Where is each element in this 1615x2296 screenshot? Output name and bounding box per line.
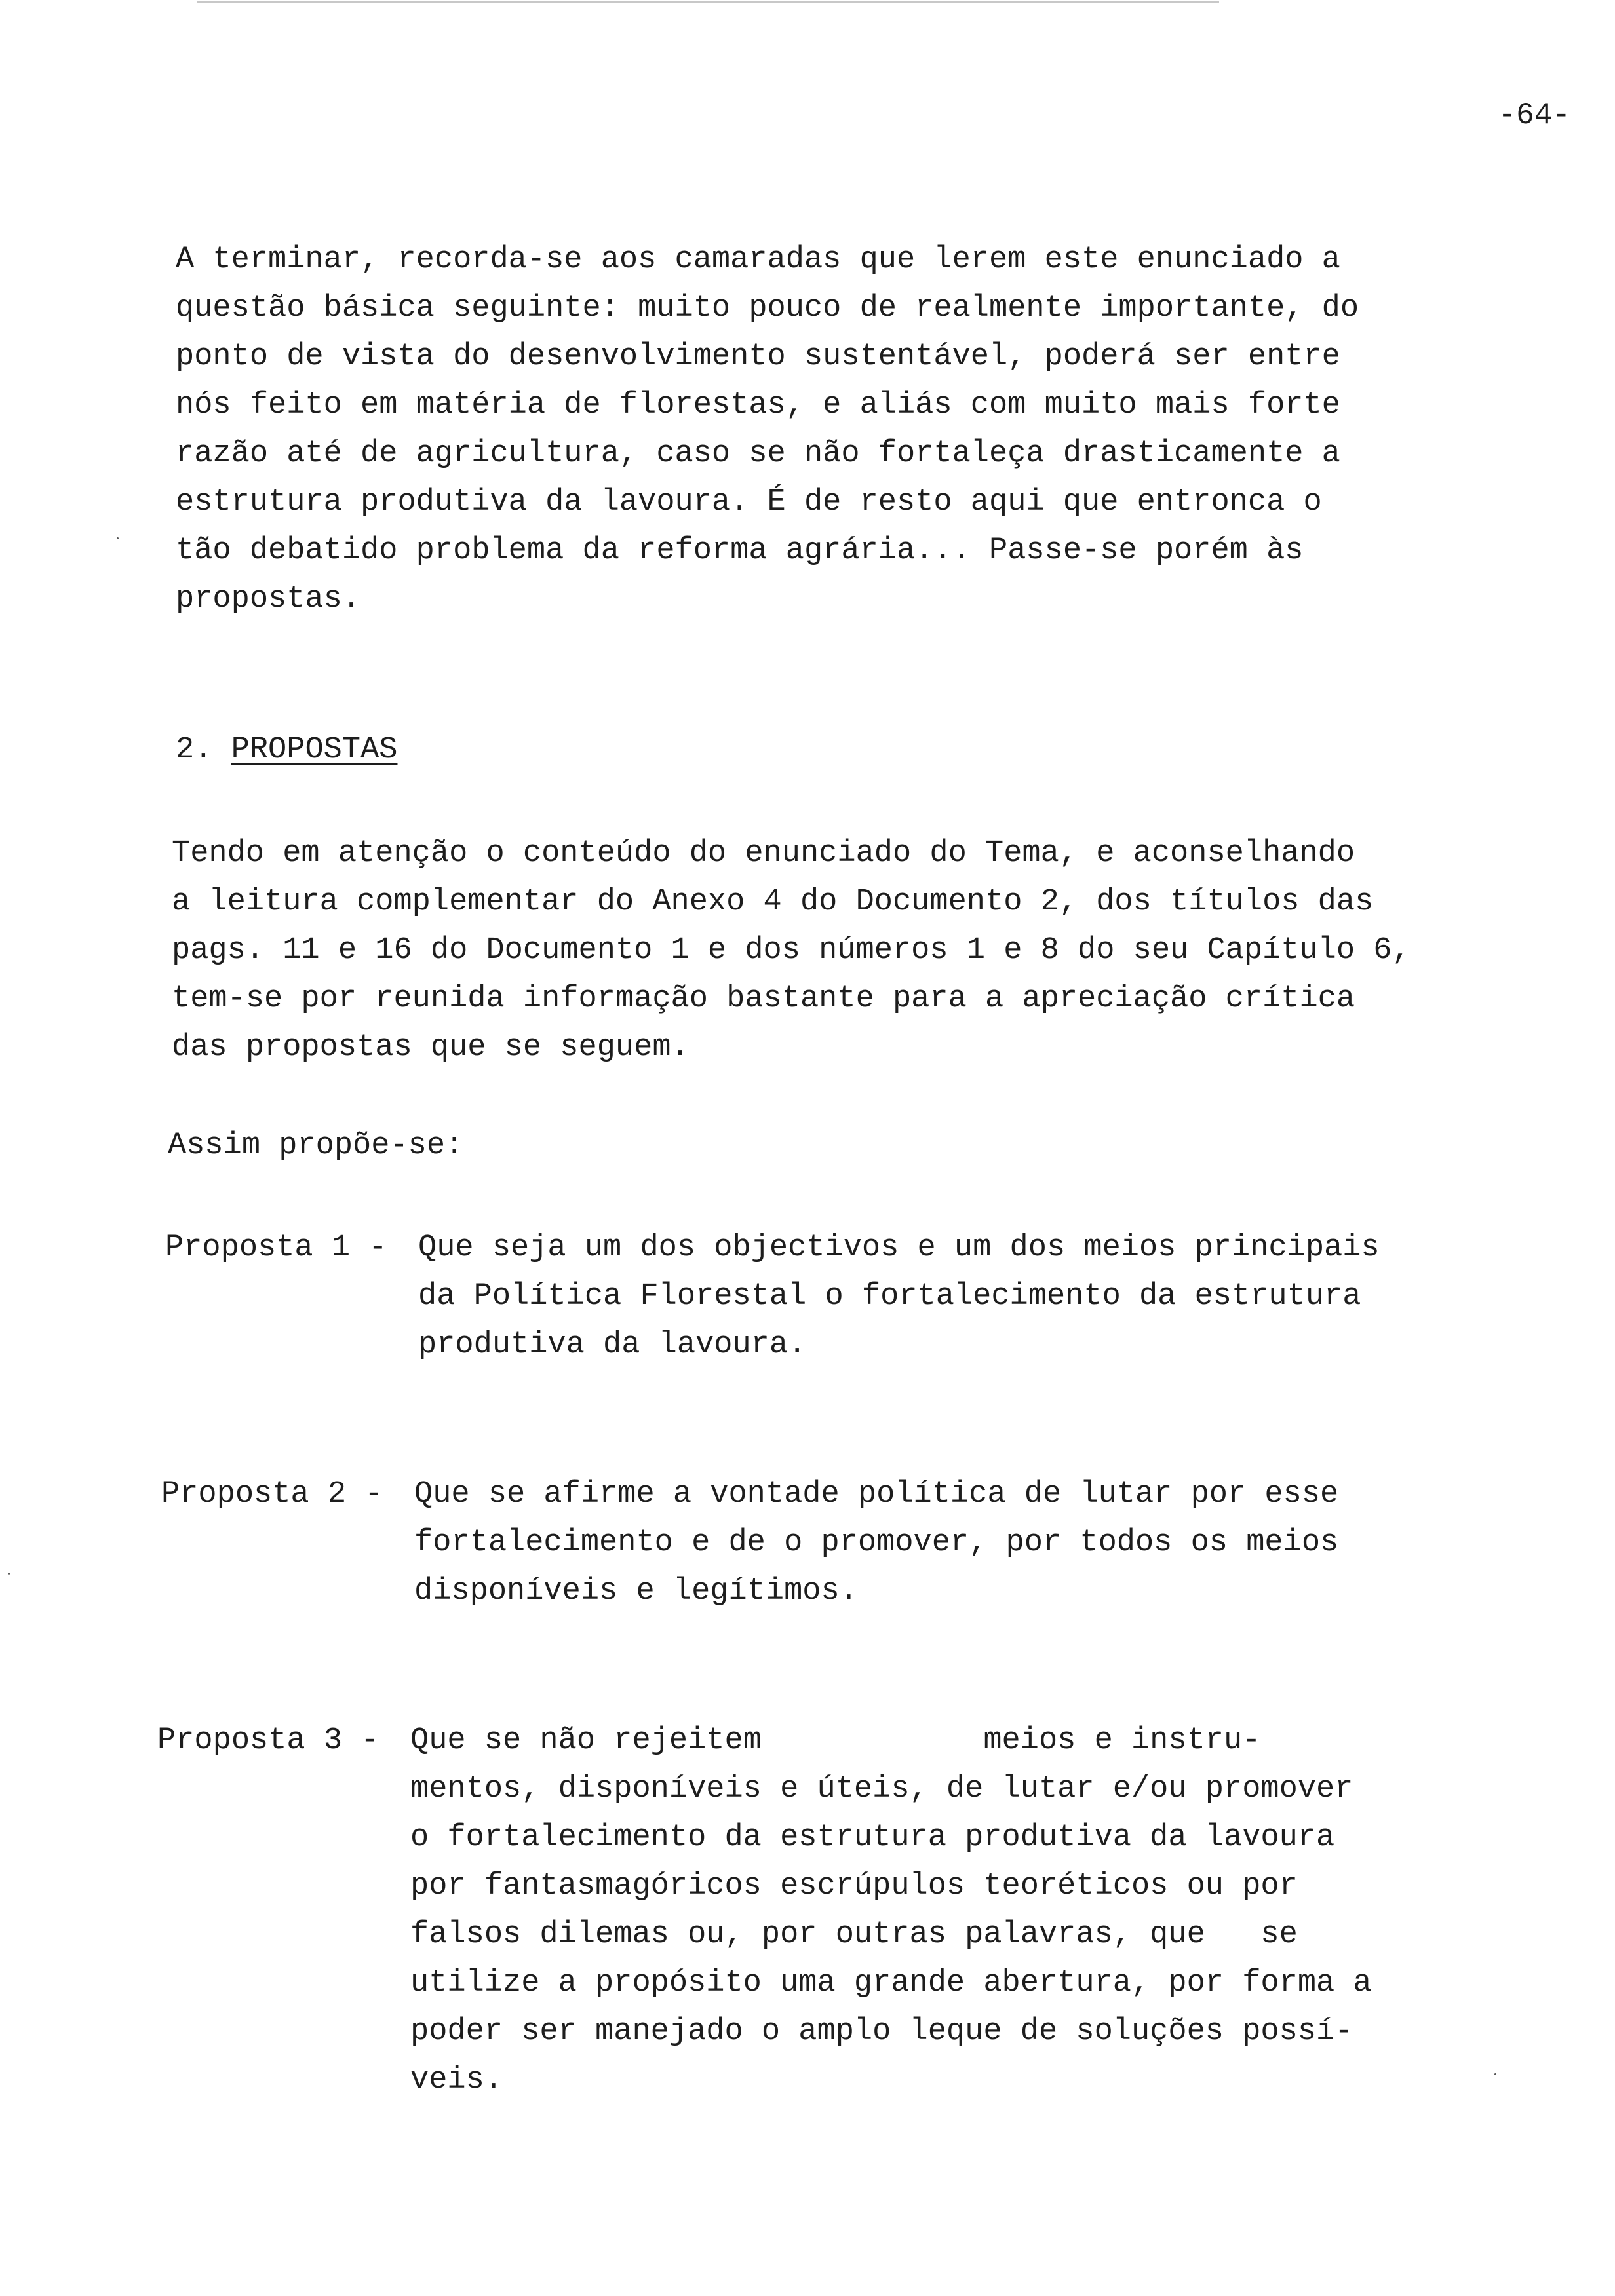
proposal-line: produtiva da lavoura.: [418, 1328, 807, 1362]
context-line: Tendo em atenção o conteúdo do enunciado do Tema, e aconselhando: [172, 836, 1355, 871]
proposal-line: Que se não rejeitem meios e instru-: [410, 1723, 1261, 1758]
section-number: 2.: [176, 733, 213, 767]
page-number: -64-: [1498, 98, 1570, 132]
proposal-label: Proposta 3 -: [157, 1723, 379, 1758]
proposal-line: Que se afirme a vontade política de lutar por esse: [414, 1477, 1339, 1512]
proposal-line: falsos dilemas ou, por outras palavras, que se: [410, 1917, 1298, 1952]
proposal-line: poder ser manejado o amplo leque de soluções possí-: [410, 2014, 1353, 2049]
intro-line: propostas.: [176, 582, 361, 617]
proposal-line: Que seja um dos objectivos e um dos meios principais: [418, 1231, 1380, 1265]
intro-line: razão até de agricultura, caso se não fortaleça drasticamente a: [176, 436, 1340, 471]
proposal-line: da Política Florestal o fortalecimento da estrutura: [418, 1279, 1361, 1314]
context-line: das propostas que se seguem.: [172, 1030, 690, 1065]
context-paragraph: [172, 830, 1483, 1072]
intro-line: questão básica seguinte: muito pouco de realmente importante, do: [176, 291, 1359, 326]
intro-line: estrutura produtiva da lavoura. É de resto aqui que entronca o: [176, 485, 1322, 520]
assim-line: Assim propõe-se:: [168, 1128, 464, 1163]
proposal-line: disponíveis e legítimos.: [414, 1574, 858, 1609]
proposal-line: utilize a propósito uma grande abertura, por forma a: [410, 1966, 1372, 2000]
proposal-label: Proposta 2 -: [161, 1477, 383, 1512]
intro-line: nós feito em matéria de florestas, e aliás com muito mais forte: [176, 388, 1340, 423]
section-heading: [176, 726, 397, 775]
context-line: pags. 11 e 16 do Documento 1 e dos números 1 e 8 do seu Capítulo 6,: [172, 933, 1411, 968]
intro-line: tão debatido problema da reforma agrária... Passe-se porém às: [176, 533, 1304, 568]
scan-speck: [117, 537, 119, 539]
proposal-body: [414, 1470, 1463, 1616]
proposal-line: veis.: [410, 2063, 503, 2097]
proposal-body: [418, 1224, 1467, 1369]
intro-line: A terminar, recorda-se aos camaradas que lerem este enunciado a: [176, 242, 1340, 277]
proposal-line: mentos, disponíveis e úteis, de lutar e/ou promover: [410, 1772, 1353, 1807]
context-line: a leitura complementar do Anexo 4 do Documento 2, dos títulos das: [172, 885, 1374, 919]
proposal-label: Proposta 1 -: [165, 1231, 387, 1265]
scan-speck: [8, 1573, 10, 1575]
proposal-body: [410, 1717, 1459, 2105]
context-line: tem-se por reunida informação bastante para a apreciação crítica: [172, 982, 1355, 1016]
intro-line: ponto de vista do desenvolvimento sustentável, poderá ser entre: [176, 339, 1340, 374]
intro-paragraph: [176, 236, 1447, 624]
scan-speck: [1494, 2073, 1496, 2075]
top-edge-line: [197, 1, 1219, 3]
proposal-line: por fantasmagóricos escrúpulos teoréticos ou por: [410, 1869, 1298, 1904]
proposal-line: fortalecimento e de o promover, por todos os meios: [414, 1525, 1339, 1560]
proposal-line: o fortalecimento da estrutura produtiva da lavoura: [410, 1820, 1335, 1855]
section-title: PROPOSTAS: [231, 733, 398, 767]
